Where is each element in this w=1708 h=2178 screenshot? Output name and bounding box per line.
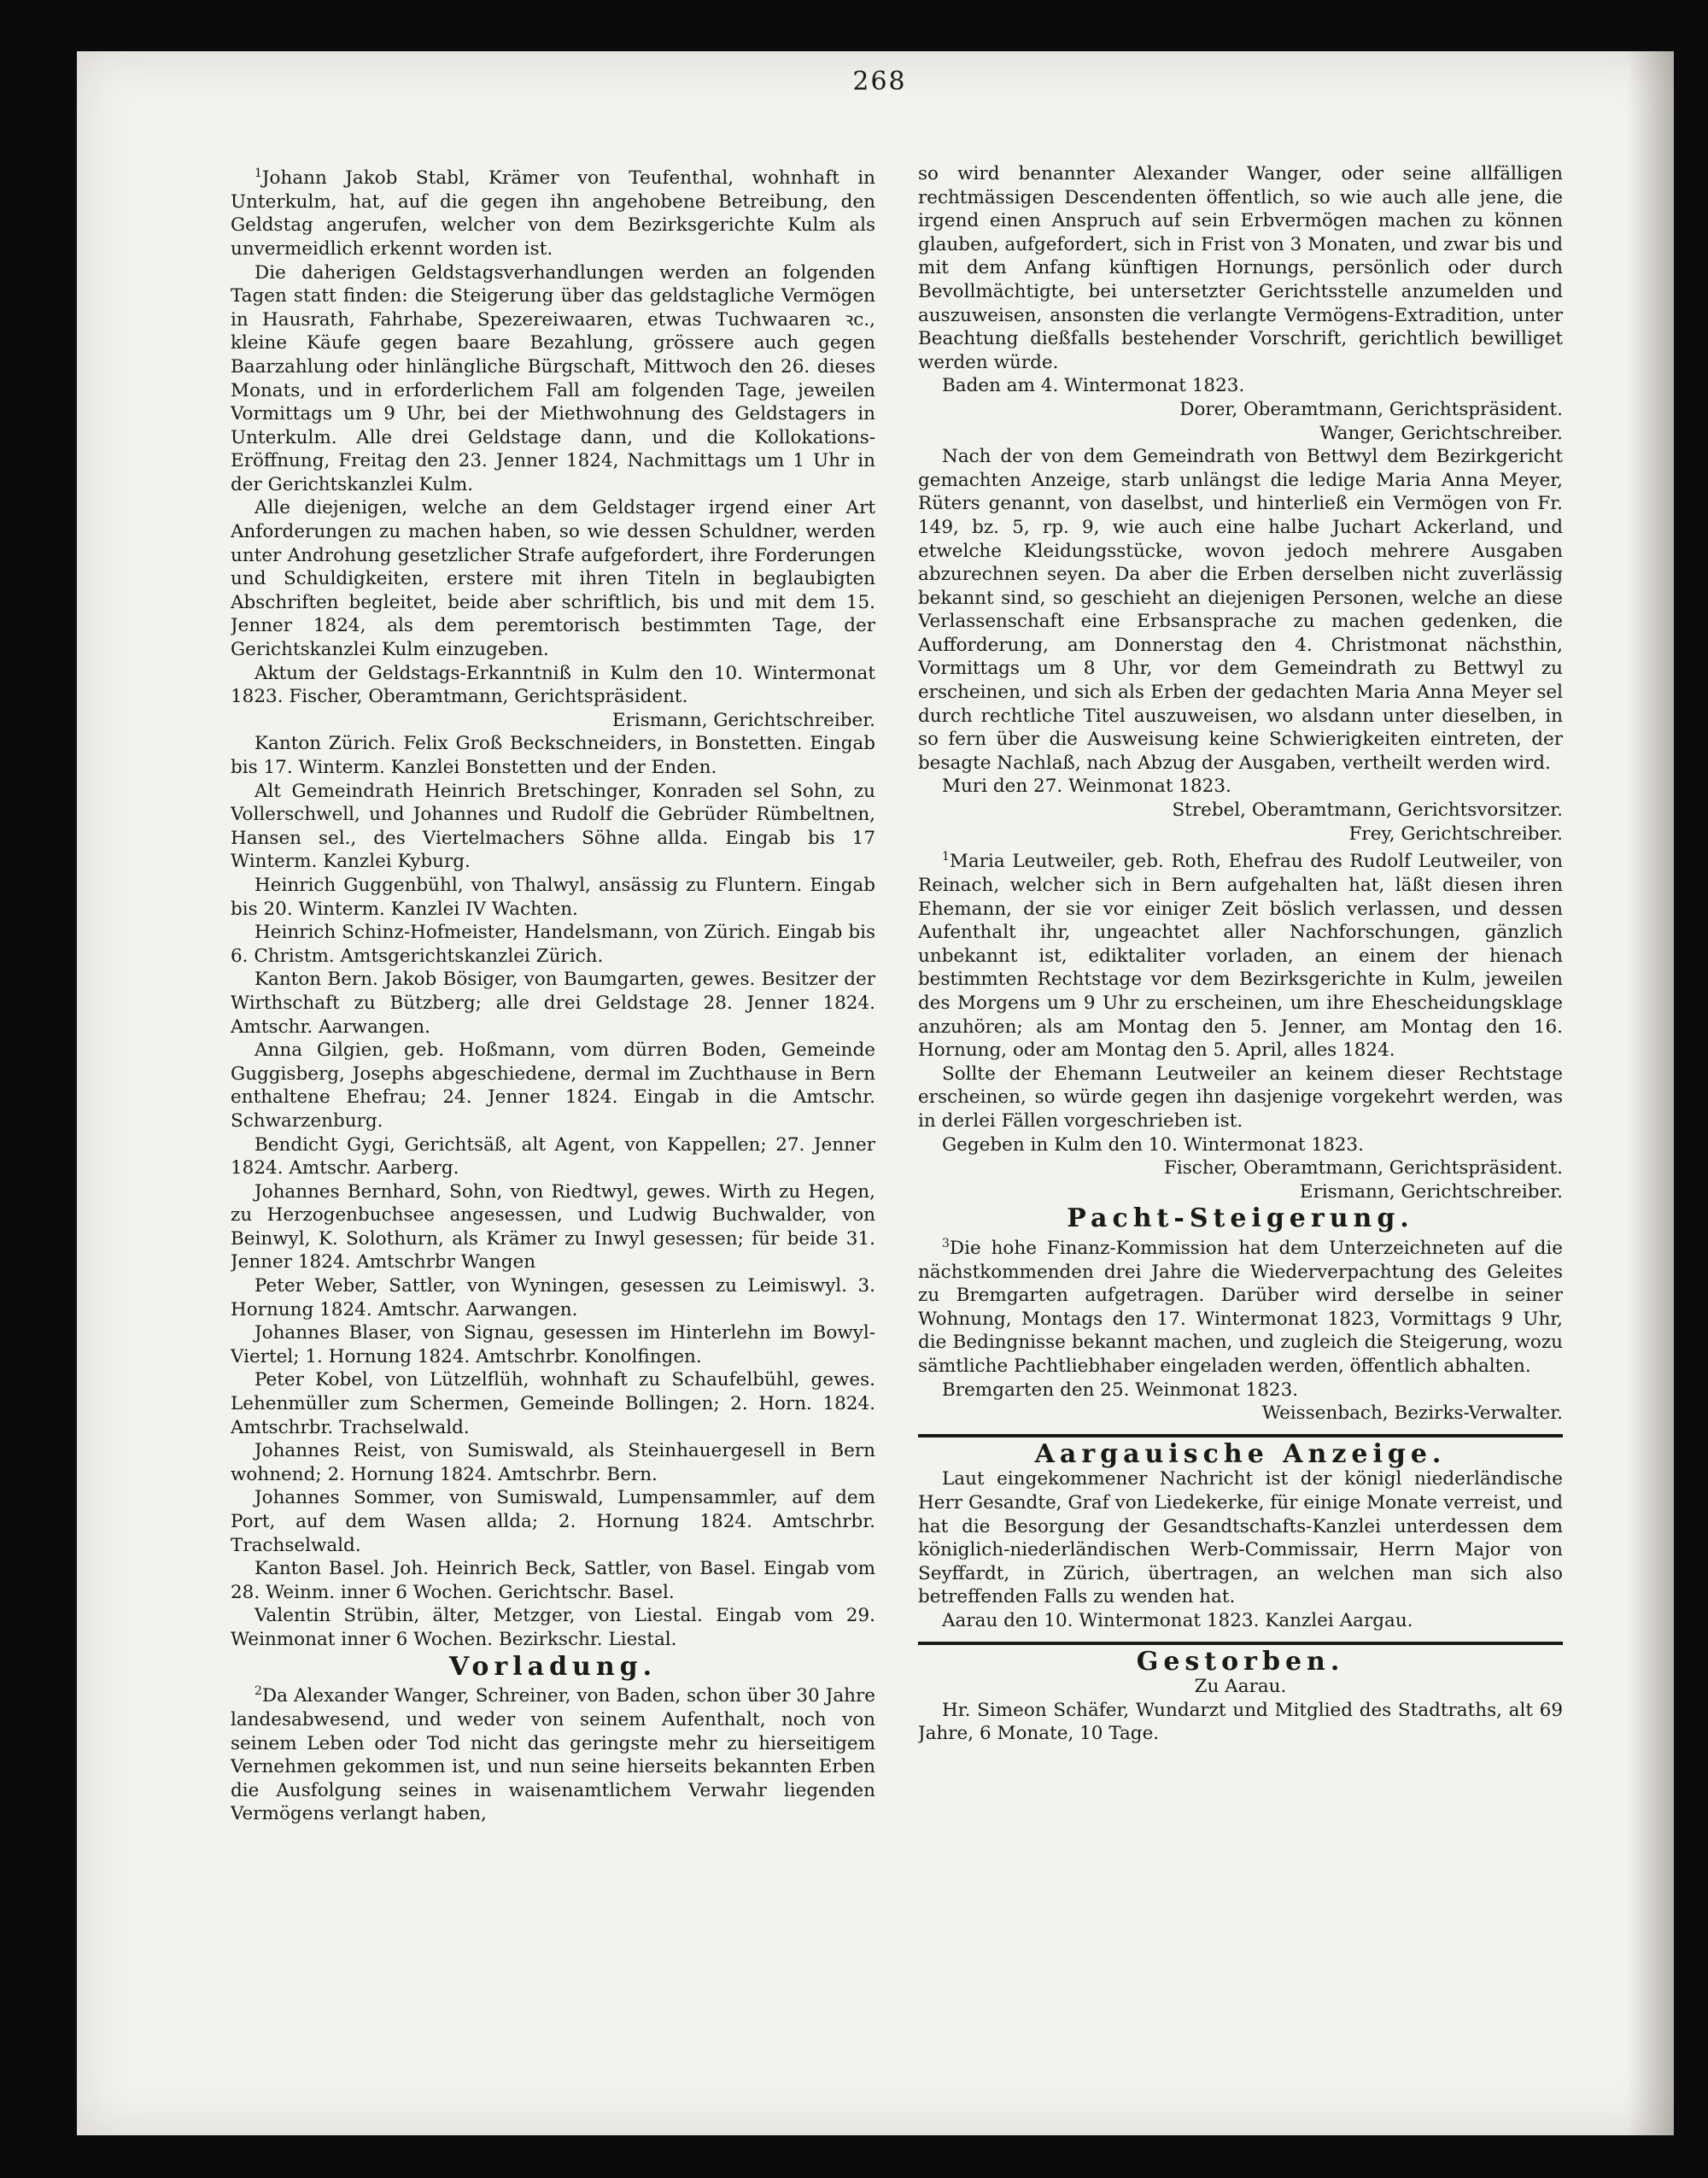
notice-paragraph (231, 1557, 875, 1604)
notice-paragraph (918, 775, 1563, 799)
paragraph-text: Die daherigen Geldstagsverhandlungen werden an folgenden Tagen statt finden: die Steigerung über das geldstagliche Vermögen in Hausrath, Fahrhabe, Spezereiwaaren, etwas Tuchwaaren ꝛc., kleine Käufe gegen baare Bezahlung, grössere auch gegen Baarzahlung oder hinlängliche Bürgschaft, Mittwoch den 26. dieses Monats, und in erforderlichem Fall am folgenden Tage, jeweilen Vormittags um 9 Uhr, bei der Miethwohnung des Geldstagers in Unterkulm. Alle drei Geldstage dann, und die Kollokations-Eröffnung, Freitag den 23. Jenner 1824, Nachmittags um 1 Uhr in der Gerichtskanzlei Kulm. (231, 261, 875, 495)
paragraph-text: Strebel, Oberamtmann, Gerichtsvorsitzer. (1172, 799, 1563, 822)
paragraph-text: Zu Aarau. (1194, 1676, 1287, 1698)
paragraph-text: Johannes Bernhard, Sohn, von Riedtwyl, gewes. Wirth zu Hegen, zu Herzogenbuchsee angesessen, und Ludwig Buchwalder, von Beinwyl, K. Solothurn, als Krämer zu Inwyl gesessen; für beide 31. Jenner 1824. Amtschrbr Wangen (231, 1180, 875, 1273)
notice-paragraph (231, 874, 875, 921)
notice-paragraph (231, 662, 875, 709)
notice-paragraph (918, 1133, 1563, 1157)
paragraph-text: Kanton Bern. Jakob Bösiger, von Baumgarten, gewes. Besitzer der Wirthschaft zu Bützberg; alle drei Geldstage 28. Jenner 1824. Amtschr. Aarwangen. (231, 969, 875, 1038)
place-line (918, 1675, 1563, 1699)
paragraph-text: Bendicht Gygi, Gerichtsäß, alt Agent, von Kappellen; 27. Jenner 1824. Amtschr. Aarberg. (231, 1133, 875, 1180)
paragraph-text: Aarau den 10. Wintermonat 1823. Kanzlei Aargau. (942, 1609, 1413, 1631)
paragraph-text: Sollte der Ehemann Leutweiler an keinem dieser Rechtstage erscheinen, so würde gegen ihn dasjenige vorgekehrt werden, was in derlei Fällen vorgeschrieben ist. (918, 1063, 1563, 1132)
section-heading (918, 1438, 1563, 1469)
section-divider (918, 1434, 1563, 1437)
paragraph-text: Weissenbach, Bezirks-Verwalter. (1261, 1402, 1563, 1425)
notice-paragraph (231, 1439, 875, 1486)
signature-line (918, 1402, 1563, 1426)
notice-paragraph (918, 445, 1563, 775)
paragraph-text: Heinrich Schinz-Hofmeister, Handelsmann, von Zürich. Eingab bis 6. Christm. Amtsgerichtskanzlei Zürich. (231, 922, 875, 967)
notice-paragraph (231, 1486, 875, 1557)
paragraph-text: Muri den 27. Weinmonat 1823. (942, 776, 1231, 798)
paragraph-text: Kanton Zürich. Felix Groß Beckschneiders, in Bonstetten. Eingab bis 17. Winterm. Kanzlei Bonstetten und der Enden. (231, 733, 875, 778)
paragraph-text: Laut eingekommener Nachricht ist der königl niederländische Herr Gesandte, Graf von Liedekerke, für einige Monate verreist, und hat die Besorgung der Gesandtschafts-Kanzlei unterdessen dem königlich-niederländischen Werb-Commissair, Herrn Major von Seyffardt, in Zürich, übertragen, an welchen man sich also betreffenden Falls zu wenden hat. (918, 1468, 1563, 1608)
signature-line (918, 398, 1563, 422)
notice-paragraph (918, 374, 1563, 398)
notice-paragraph (231, 1321, 875, 1368)
paragraph-text: Johannes Sommer, von Sumiswald, Lumpensammler, auf dem Port, auf dem Wasen allda; 2. Hornung 1824. Amtschrbr. Trachselwald. (231, 1487, 875, 1556)
notice-paragraph (231, 162, 875, 261)
paragraph-text: Baden am 4. Wintermonat 1823. (942, 375, 1245, 397)
signature-line (918, 422, 1563, 446)
notice-paragraph (231, 261, 875, 497)
notice-paragraph (918, 1467, 1563, 1609)
paragraph-text: Anna Gilgien, geb. Hoßmann, vom dürren Boden, Gemeinde Guggisberg, Josephs abgeschiedene, dermal im Zuchthause in Bern enthaltene Ehefrau; 24. Jenner 1824. Eingab in die Amtschr. Schwarzenburg. (231, 1039, 875, 1132)
paragraph-text: Hr. Simeon Schäfer, Wundarzt und Mitglied des Stadtraths, alt 69 Jahre, 6 Monate, 10 Tage. (918, 1699, 1563, 1745)
notice-paragraph (918, 1699, 1563, 1746)
paragraph-text: Aktum der Geldstags-Erkanntniß in Kulm den 10. Wintermonat 1823. Fischer, Oberamtmann, Gerichtspräsident. (231, 662, 875, 708)
paragraph-text: Da Alexander Wanger, Schreiner, von Baden, schon über 30 Jahre landesabwesend, und weder von seinem Aufenthalt, noch von seinem Leben oder Tod nicht das geringste mehr zu hierseitigem Vernehmen gekommen ist, und nun seine hierseits bekannten Erben die Ausfolgung seines in waisenamtlichem Verwahr liegenden Vermögens verlangt haben, (231, 1685, 875, 1825)
paragraph-text: Aargauische Anzeige. (1034, 1438, 1447, 1469)
notice-paragraph (918, 1609, 1563, 1633)
notice-paragraph (231, 921, 875, 968)
paragraph-text: so wird benannter Alexander Wanger, oder seine allfälligen rechtmässigen Descendenten öffentlich, so wie auch alle jene, die irgend einen Anspruch auf sein Erbvermögen machen zu können glauben, aufgefordert, sich in Frist von 3 Monaten, und zwar bis und mit dem Anfang künftigen Hornungs, persönlich oder durch Bevollmächtigte, bei untersetzter Gerichtsstelle anzumelden und auszuweisen, ansonsten die verlangte Vermögens-Extradition, unter Beachtung dießfalls bestehender Vorschrift, gerichtlich bewilliget werden würde. (918, 163, 1563, 373)
signature-line (918, 1156, 1563, 1180)
paragraph-text: Dorer, Oberamtmann, Gerichtspräsident. (1179, 398, 1563, 420)
notice-paragraph (918, 1379, 1563, 1402)
notice-paragraph (231, 1368, 875, 1439)
notice-paragraph (918, 846, 1563, 1063)
paragraph-text: Johannes Reist, von Sumiswald, als Steinhauergesell in Bern wohnend; 2. Hornung 1824. Amtschrbr. Bern. (231, 1440, 875, 1485)
paragraph-text: Gegeben in Kulm den 10. Wintermonat 1823. (942, 1133, 1364, 1156)
section-heading (918, 1203, 1563, 1234)
notice-paragraph (231, 1039, 875, 1133)
page-number: 268 (852, 67, 907, 97)
paragraph-text: Johann Jakob Stabl, Krämer von Teufenthal, wohnhaft in Unterkulm, hat, auf die gegen ihn angehobene Betreibung, den Geldstag angerufen, welcher von dem Bezirksgerichte Kulm als unvermeidlich erkennt worden ist. (231, 167, 875, 260)
paragraph-text: Erismann, Gerichtschreiber. (1299, 1180, 1563, 1203)
paragraph-text: Maria Leutweiler, geb. Roth, Ehefrau des Rudolf Leutweiler, von Reinach, welcher sich in Bern aufgehalten hat, läßt diesen ihren Ehemann, der sie vor einiger Zeit böslich verlassen, und dessen Aufenthalt ihr, ungeachtet aller Nachforschungen, gänzlich unbekannt ist, ediktaliter vorladen, an einem der hienach bestimmten Rechtstage vor dem Bezirksgerichte in Kulm, jeweilen des Morgens um 9 Uhr zu erscheinen, um ihre Ehescheidungsklage anzuhören; als am Montag den 5. Jenner, am Montag den 16. Hornung, oder am Montag den 5. April, alles 1824. (918, 851, 1563, 1062)
paragraph-text: Nach der von dem Gemeindrath von Bettwyl dem Bezirkgericht gemachten Anzeige, starb unlängst die ledige Maria Anna Meyer, Rüters genannt, von daselbst, und hinterließ ein Vermögen von Fr. 149, bz. 5, rp. 9, wie auch eine halbe Juchart Ackerland, und etwelche Kleidungsstücke, wovon jedoch mehrere Ausgaben abzurechnen seyen. Da aber die Erben derselben nicht zuverlässig bekannt sind, so geschieht an diejenigen Personen, welche an diese Verlassenschaft eine Erbsansprache zu machen gedenken, die Aufforderung, am Donnerstag den 4. Christmonat nächsthin, Vormittags um 8 Uhr, vor dem Gemeindrath zu Bettwyl zu erscheinen, und sich als Erben der gedachten Maria Anna Meyer sel durch rechtliche Titel auszuweisen, wo alsdann unter dieselben, in so fern über die Ausweisung keine Schwierigkeiten eintreten, der besagte Nachlaß, nach Abzug der Ausgaben, vertheilt werden wird. (918, 446, 1563, 774)
notice-paragraph (231, 496, 875, 661)
paragraph-text: Pacht-Steigerung. (1067, 1203, 1414, 1234)
paragraph-text: Heinrich Guggenbühl, von Thalwyl, ansässig zu Fluntern. Eingab bis 20. Winterm. Kanzlei IV Wachten. (231, 874, 875, 920)
paragraph-text: Alt Gemeindrath Heinrich Bretschinger, Konraden sel Sohn, zu Vollerschwell, und Johannes und Rudolf die Gebrüder Rümbeltnen, Hansen sel., des Viertelmachers Söhne allda. Eingab bis 17 Winterm. Kanzlei Kyburg. (231, 780, 875, 873)
paragraph-text: Gestorben. (1136, 1646, 1345, 1677)
notice-paragraph (231, 780, 875, 874)
footnote-mark: 2 (254, 1684, 262, 1699)
paragraph-text: Alle diejenigen, welche an dem Geldstager irgend einer Art Anforderungen zu machen haben, so wie dessen Schuldner, werden unter Androhung gesetzlicher Strafe aufgefordert, ihre Forderungen und Schuldigkeiten, erstere mit ihren Titeln in beglaubigten Abschriften begleitet, beide aber schriftlich, bis und mit dem 15. Jenner 1824, als dem peremtorisch bestimmten Tage, der Gerichtskanzlei Kulm einzugeben. (231, 497, 875, 661)
signature-line (918, 799, 1563, 823)
section-heading (231, 1651, 875, 1682)
notice-paragraph (231, 1180, 875, 1274)
page-edge-shadow (1627, 51, 1674, 2135)
section-divider (918, 1642, 1563, 1645)
footnote-mark: 1 (942, 850, 950, 864)
footnote-mark: 1 (254, 167, 262, 180)
notice-paragraph (231, 1133, 875, 1180)
paragraph-text: Wanger, Gerichtschreiber. (1319, 422, 1563, 444)
left-column (231, 162, 875, 2041)
right-column (918, 162, 1563, 2041)
notice-paragraph (918, 162, 1563, 374)
notice-paragraph (918, 1232, 1563, 1379)
footnote-mark: 3 (942, 1236, 950, 1250)
signature-line (918, 1180, 1563, 1204)
notice-paragraph (231, 968, 875, 1039)
notice-paragraph (918, 1063, 1563, 1133)
paragraph-text: Peter Weber, Sattler, von Wyningen, gesessen zu Leimiswyl. 3. Hornung 1824. Amtschr. Aarwangen. (231, 1275, 875, 1320)
paragraph-text: Erismann, Gerichtschreiber. (611, 709, 875, 731)
paragraph-text: Bremgarten den 25. Weinmonat 1823. (942, 1379, 1299, 1401)
signature-line (918, 823, 1563, 846)
section-heading (918, 1646, 1563, 1677)
notice-paragraph (231, 1604, 875, 1651)
notice-paragraph (231, 732, 875, 779)
notice-paragraph (231, 1274, 875, 1321)
paragraph-text: Kanton Basel. Joh. Heinrich Beck, Sattler, von Basel. Eingab vom 28. Weinm. inner 6 Wochen. Gerichtschr. Basel. (231, 1558, 875, 1603)
paragraph-text: Johannes Blaser, von Signau, gesessen im Hinterlehn im Bowyl-Viertel; 1. Hornung 1824. Amtschrbr. Konolfingen. (231, 1322, 875, 1367)
paragraph-text: Frey, Gerichtschreiber. (1348, 823, 1563, 845)
paragraph-text: Vorladung. (448, 1651, 658, 1682)
signature-line (231, 709, 875, 733)
paragraph-text: Die hohe Finanz-Kommission hat dem Unterzeichneten auf die nächstkommenden drei Jahre die Wiederverpachtung des Geleites zu Bremgarten aufgetragen. Darüber wird derselbe in seiner Wohnung, Montags den 17. Wintermonat 1823, Vormittags 9 Uhr, die Bedingnisse bekannt machen, und zugleich die Steigerung, wozu sämtliche Pachtliebhaber eingeladen werden, öffentlich abhalten. (918, 1238, 1563, 1377)
paragraph-text: Valentin Strübin, älter, Metzger, von Liestal. Eingab vom 29. Weinmonat inner 6 Wochen. Bezirkschr. Liestal. (231, 1605, 875, 1650)
notice-paragraph (231, 1680, 875, 1826)
paragraph-text: Fischer, Oberamtmann, Gerichtspräsident. (1163, 1157, 1563, 1180)
paragraph-text: Peter Kobel, von Lützelflüh, wohnhaft zu Schaufelbühl, gewes. Lehenmüller zum Schermen, Gemeinde Bollingen; 2. Horn. 1824. Amtschrbr. Trachselwald. (231, 1369, 875, 1438)
